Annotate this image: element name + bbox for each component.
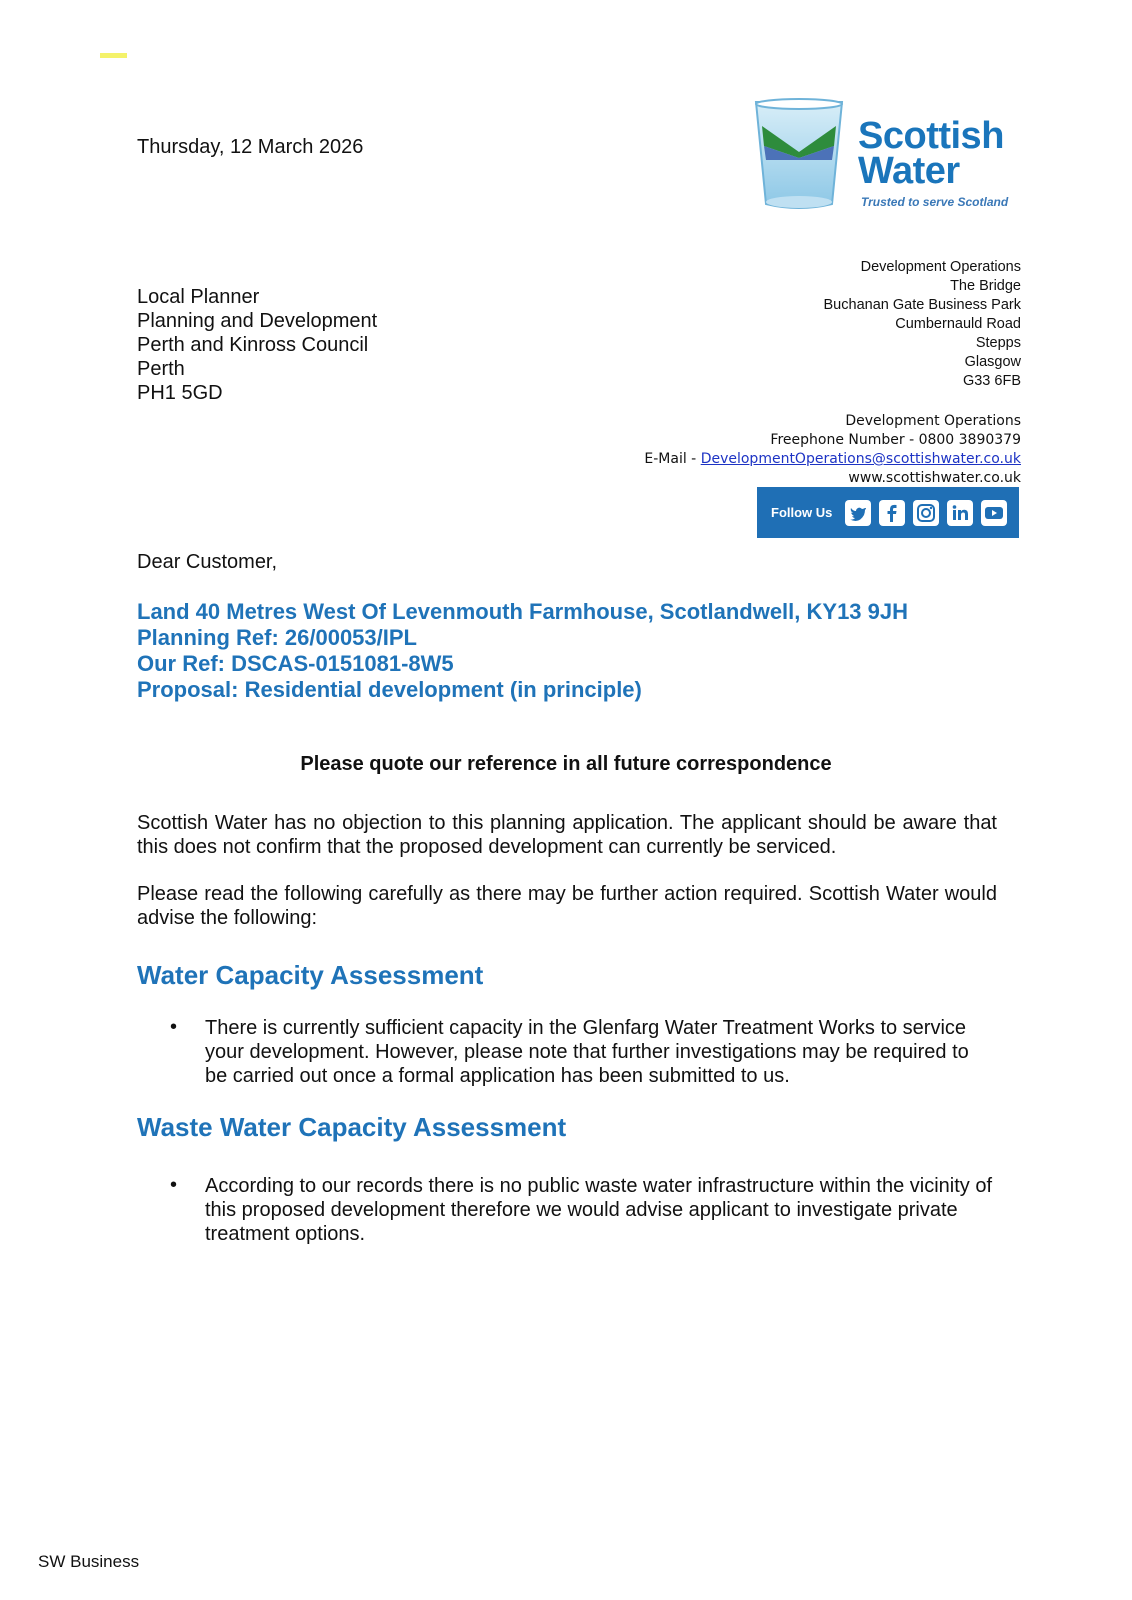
logo-title-line2: Water [858, 150, 960, 192]
logo-title-line1: Scottish [858, 115, 1004, 157]
recipient-address [137, 285, 377, 405]
website: www.scottishwater.co.uk [848, 470, 1021, 486]
subject-block [137, 599, 908, 703]
our-ref: Our Ref: DSCAS-0151081-8W5 [137, 651, 454, 676]
email-prefix: E-Mail - [644, 451, 701, 467]
sender-line: G33 6FB [962, 373, 1021, 389]
recipient-line: PH1 5GD [137, 382, 223, 404]
quote-reference-notice: Please quote our reference in all future correspondence [300, 753, 832, 775]
logo-tagline: Trusted to serve Scotland [861, 195, 1009, 209]
linkedin-icon[interactable] [947, 500, 973, 526]
sender-address [824, 258, 1021, 391]
waste-water-capacity-heading: Waste Water Capacity Assessment [137, 1112, 567, 1142]
contact-email-row [644, 450, 1021, 469]
twitter-icon[interactable] [845, 500, 871, 526]
bullet-marker: • [170, 1016, 178, 1038]
footer-label: SW Business [38, 1552, 140, 1571]
bullet-marker: • [170, 1174, 178, 1196]
recipient-line: Local Planner [137, 286, 260, 308]
letter-date: Thursday, 12 March 2026 [137, 136, 364, 158]
facebook-icon[interactable] [879, 500, 905, 526]
highlight-mark [100, 53, 127, 58]
contact-phone: Freephone Number - 0800 3890379 [770, 432, 1021, 448]
sender-line: Glasgow [964, 354, 1021, 370]
sender-line: Development Operations [860, 259, 1021, 275]
social-bar [757, 487, 1019, 538]
email-link[interactable]: DevelopmentOperations@scottishwater.co.uk [700, 451, 1021, 467]
waste-water-capacity-text: According to our records there is no public waste water infrastructure within the vicinity of this proposed development therefore we would advise applicant to investigate private treatment options. [205, 1175, 993, 1245]
youtube-icon[interactable] [981, 500, 1007, 526]
sender-line: The Bridge [950, 278, 1021, 294]
contact-dept: Development Operations [845, 413, 1021, 429]
follow-us-label: Follow Us [771, 505, 833, 520]
water-capacity-heading: Water Capacity Assessment [137, 960, 484, 990]
recipient-line: Perth [137, 358, 185, 380]
sender-line: Cumbernauld Road [895, 316, 1021, 332]
greeting: Dear Customer, [137, 551, 278, 573]
recipient-line: Perth and Kinross Council [137, 334, 369, 356]
recipient-line: Planning and Development [137, 310, 378, 332]
site-address: Land 40 Metres West Of Levenmouth Farmhouse, Scotlandwell, KY13 9JH [137, 599, 909, 624]
contact-block [644, 412, 1021, 488]
sender-line: Buchanan Gate Business Park [823, 297, 1021, 313]
water-capacity-text: There is currently sufficient capacity in the Glenfarg Water Treatment Works to service your development. However, please note that further investigations may be required to be carried out once a formal application has been submitted to us. [205, 1017, 969, 1087]
instagram-icon[interactable] [913, 500, 939, 526]
proposal: Proposal: Residential development (in principle) [137, 677, 642, 702]
paragraph-no-objection: Scottish Water has no objection to this planning application. The applicant should be aware that this does not confirm that the proposed development can currently be serviced. [137, 812, 997, 858]
sender-line: Stepps [975, 335, 1021, 351]
paragraph-read-carefully: Please read the following carefully as there may be further action required. Scottish Water would advise the following: [137, 883, 997, 929]
planning-ref: Planning Ref: 26/00053/IPL [137, 625, 417, 650]
